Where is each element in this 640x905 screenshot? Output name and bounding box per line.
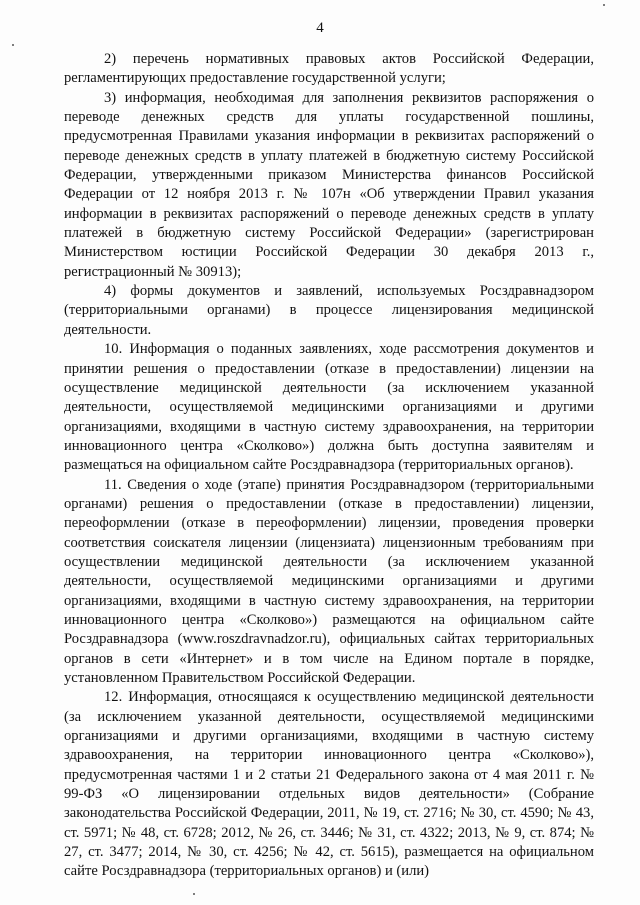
- scan-speck: [193, 893, 195, 895]
- paragraph-item-4: 4) формы документов и заявлений, используемых Росздравнадзором (территориальными органами) в процессе лицензирования медицинской деятельности.: [64, 283, 594, 338]
- paragraph-item-2: 2) перечень нормативных правовых актов Российской Федерации, регламентирующих предоставление государственной услуги;: [64, 51, 594, 87]
- paragraph-item-3: 3) информация, необходимая для заполнения реквизитов распоряжения о переводе денежных средств для уплаты государственной пошлины, предусмотренная Правилами указания информации в реквизитах распоряжений о переводе денежных средств в уплату платежей в бюджетную систему Российской Федерации, утвержденными приказом Министерства финансов Российской Федерации от 12 ноября 2013 г. № 107н «Об утверждении Правил указания информации в реквизитах распоряжений о переводе денежных средств в уплату платежей в бюджетную систему Российской Федерации» (зарегистрирован Министерством юстиции Российской Федерации 30 декабря 2013 г., регистрационный № 30913);: [64, 89, 594, 280]
- scan-speck: [603, 4, 605, 6]
- document-body: [64, 50, 594, 882]
- paragraph-clause-12: 12. Информация, относящаяся к осуществлению медицинской деятельности (за исключением указанной деятельности, осуществляемой медицинскими организациями и другими организациями, входящими в частную систему здравоохранения, на территории инновационного центра «Сколково»), предусмотренная частями 1 и 2 статьи 21 Федерального закона от 4 мая 2011 г. № 99-ФЗ «О лицензировании отдельных видов деятельности» (Собрание законодательства Российской Федерации, 2011, № 19, ст. 2716; № 30, ст. 4590; № 43, ст. 5971; № 48, ст. 6728; 2012, № 26, ст. 3446; № 31, ст. 4322; 2013, № 9, ст. 874; № 27, ст. 3477; 2014, № 30, ст. 4256; № 42, ст. 5615), размещается на официальном сайте Росздравнадзора (территориальных органов) и (или): [64, 689, 594, 880]
- paragraph-clause-11: 11. Сведения о ходе (этапе) принятия Росздравнадзором (территориальными органами) решения о предоставлении (отказе в предоставлении) лицензии, переоформлении (отказе в переоформлении) лицензии, проведения проверки соответствия соискателя лицензии (лицензиата) лицензионным требованиям при осуществлении медицинской деятельности (за исключением указанной деятельности, осуществляемой медицинскими организациями и другими организациями, входящими в частную систему здравоохранения, на территории инновационного центра «Сколково») размещаются на официальном сайте Росздравнадзора (www.roszdravnadzor.ru), официальных сайтах территориальных органов в сети «Интернет» и в том числе на Едином портале в порядке, установленном Правительством Российской Федерации.: [64, 476, 594, 686]
- scan-speck: [12, 44, 14, 46]
- paragraph-clause-10: 10. Информация о поданных заявлениях, ходе рассмотрения документов и принятии решения о предоставлении (отказе в предоставлении) лицензии на осуществление медицинской деятельности (за исключением указанной деятельности, осуществляемой медицинскими организациями и другими организациями, входящими в частную систему здравоохранения, на территории инновационного центра «Сколково») должна быть доступна заявителям и размещаться на официальном сайте Росздравнадзора (территориальных органов).: [64, 341, 594, 474]
- page-number: 4: [316, 20, 324, 36]
